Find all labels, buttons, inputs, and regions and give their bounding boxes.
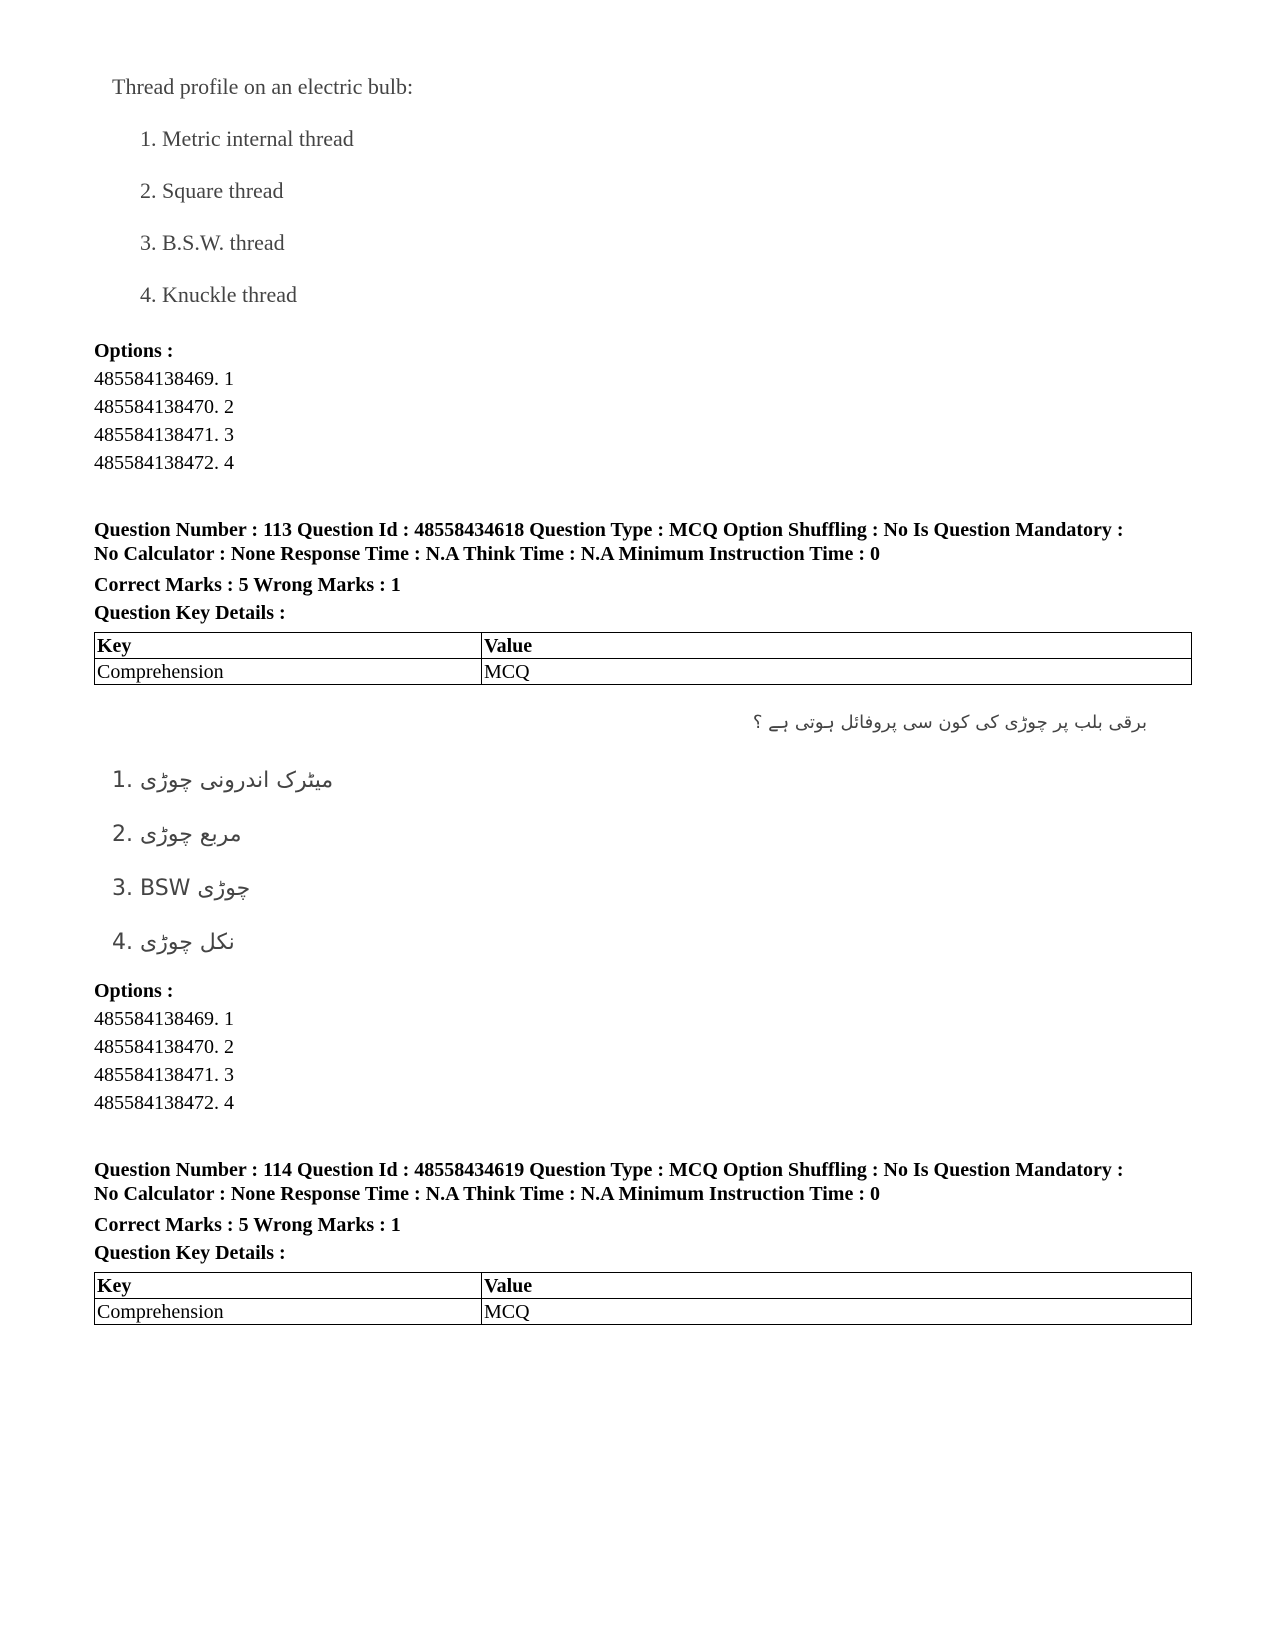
- q114-table-value: MCQ: [482, 1299, 1192, 1325]
- table-row: [95, 1299, 1192, 1325]
- q113-meta: [94, 518, 1214, 566]
- q114-key-details-label: Question Key Details :: [94, 1242, 286, 1264]
- q112-option-3: 485584138471. 3: [94, 424, 234, 446]
- q113-item-2: 2. مربع چوڑی: [112, 822, 242, 847]
- q114-meta-line-1: Question Number : 114 Question Id : 48558434619 Question Type : MCQ Option Shuffling : No Is Question Mandatory :: [94, 1159, 1124, 1181]
- q113-option-4: 485584138472. 4: [94, 1092, 234, 1114]
- q112-options-label: Options :: [94, 340, 174, 362]
- q113-key-details-label: Question Key Details :: [94, 602, 286, 624]
- q113-stem: برقی بلب پر چوڑی کی کون سی پروفائل ہوتی ہے ؟: [752, 712, 1147, 733]
- q114-key-table: [94, 1272, 1192, 1325]
- q112-option-1: 485584138469. 1: [94, 368, 234, 390]
- q113-item-4: 4. نکل چوڑی: [112, 930, 235, 955]
- q112-item-3: 3. B.S.W. thread: [140, 230, 285, 255]
- q113-option-1: 485584138469. 1: [94, 1008, 234, 1030]
- q113-table-header-key: Key: [95, 633, 482, 659]
- table-row: [95, 633, 1192, 659]
- table-row: [95, 1273, 1192, 1299]
- q113-options-label: Options :: [94, 980, 174, 1002]
- q112-option-4: 485584138472. 4: [94, 452, 234, 474]
- q113-item-3: 3. BSW چوڑی: [112, 876, 251, 901]
- q113-table-header-value: Value: [482, 633, 1192, 659]
- q113-marks: Correct Marks : 5 Wrong Marks : 1: [94, 574, 401, 596]
- q113-item-1: 1. میٹرک اندرونی چوڑی: [112, 768, 334, 793]
- q112-item-2: 2. Square thread: [140, 178, 284, 203]
- q114-meta-line-2: No Calculator : None Response Time : N.A Think Time : N.A Minimum Instruction Time : 0: [94, 1183, 880, 1205]
- q114-table-key: Comprehension: [95, 1299, 482, 1325]
- q114-table-header-key: Key: [95, 1273, 482, 1299]
- q112-item-4: 4. Knuckle thread: [140, 282, 297, 307]
- q112-item-1: 1. Metric internal thread: [140, 126, 354, 151]
- q113-table-key: Comprehension: [95, 659, 482, 685]
- q114-marks: Correct Marks : 5 Wrong Marks : 1: [94, 1214, 401, 1236]
- q113-meta-line-2: No Calculator : None Response Time : N.A Think Time : N.A Minimum Instruction Time : 0: [94, 543, 880, 565]
- q113-meta-line-1: Question Number : 113 Question Id : 48558434618 Question Type : MCQ Option Shuffling : No Is Question Mandatory :: [94, 519, 1124, 541]
- q113-option-3: 485584138471. 3: [94, 1064, 234, 1086]
- q113-table-value: MCQ: [482, 659, 1192, 685]
- q114-meta: [94, 1158, 1214, 1206]
- q113-option-2: 485584138470. 2: [94, 1036, 234, 1058]
- table-row: [95, 659, 1192, 685]
- q113-key-table: [94, 632, 1192, 685]
- q112-option-2: 485584138470. 2: [94, 396, 234, 418]
- q114-table-header-value: Value: [482, 1273, 1192, 1299]
- q112-stem: Thread profile on an electric bulb:: [112, 74, 414, 99]
